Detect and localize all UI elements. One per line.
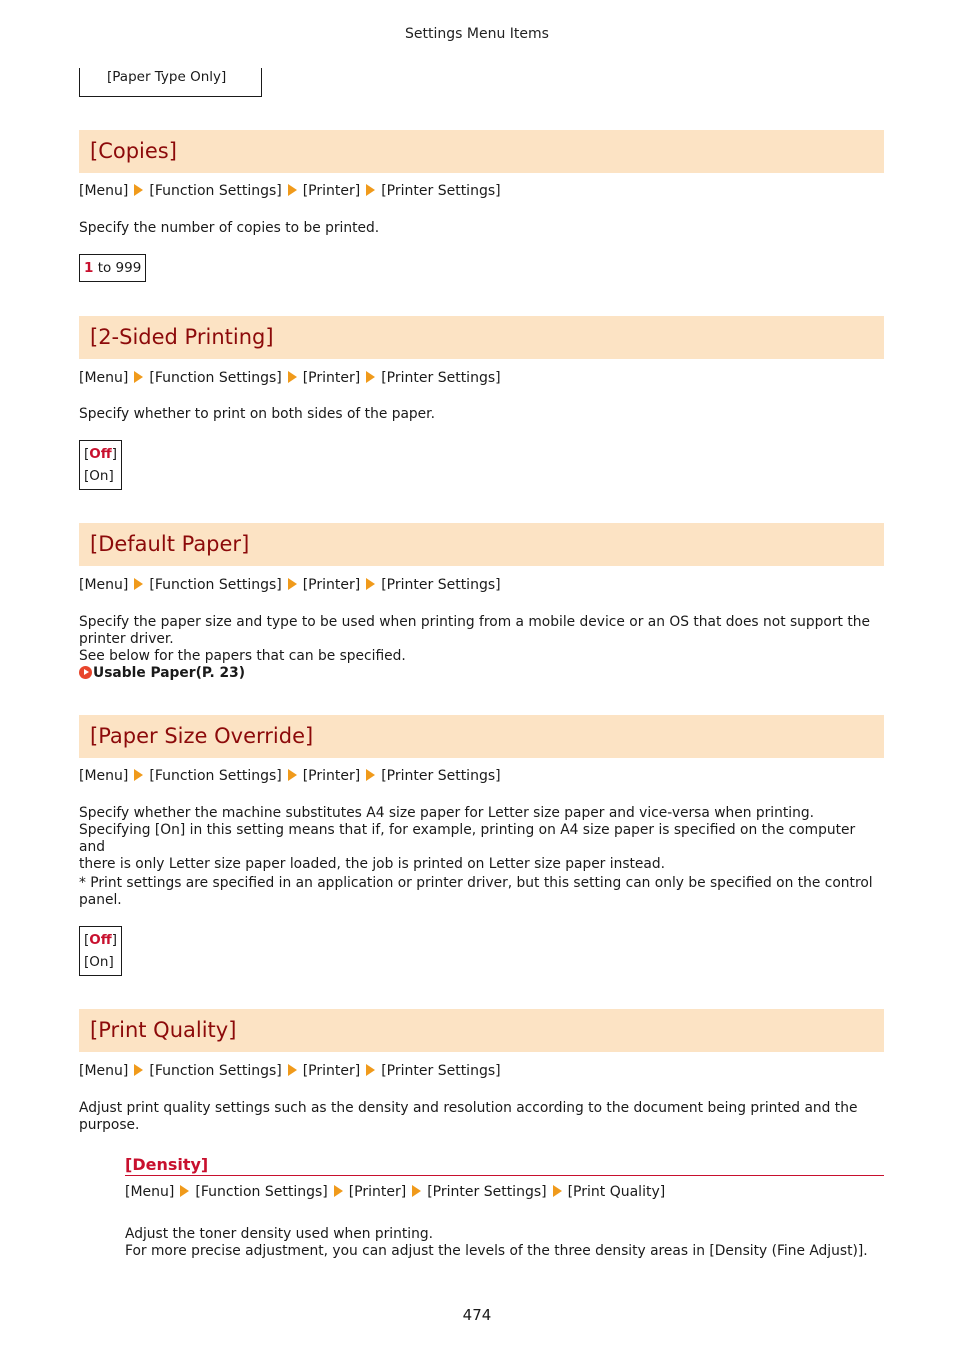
arrow-right-icon	[366, 578, 375, 590]
section-title-print-quality: [Print Quality]	[79, 1009, 884, 1052]
nav-printer-settings: [Printer Settings]	[427, 1184, 547, 1200]
nav-printer-settings: [Printer Settings]	[381, 183, 501, 199]
nav-function-settings: [Function Settings]	[149, 183, 282, 199]
section-title-default-paper: [Default Paper]	[79, 523, 884, 566]
print-quality-description: Adjust print quality settings such as the density and resolution according to the document being printed and the purpose.	[79, 1100, 858, 1133]
subsection-title-density: [Density]	[125, 1155, 884, 1176]
nav-printer: [Printer]	[302, 370, 361, 386]
nav-path-paper-size-override	[79, 768, 501, 784]
nav-menu: [Menu]	[125, 1184, 175, 1200]
default-paper-description: Specify the paper size and type to be used when printing from a mobile device or an OS that does not support the printer driver. See below for the papers that can be specified. Usable Paper(P. 23)	[79, 614, 884, 682]
nav-printer: [Printer]	[348, 1184, 407, 1200]
arrow-right-icon	[288, 371, 297, 383]
arrow-right-icon	[366, 769, 375, 781]
copies-description: Specify the number of copies to be printed.	[79, 220, 380, 236]
arrow-right-icon	[134, 371, 143, 383]
density-description: Adjust the toner density used when printing. For more precise adjustment, you can adjust the levels of the three density areas in [Density (Fine Adjust)].	[125, 1226, 868, 1259]
arrow-right-icon	[366, 1064, 375, 1076]
arrow-right-icon	[180, 1185, 189, 1197]
running-head: Settings Menu Items	[405, 26, 549, 42]
arrow-right-icon	[288, 769, 297, 781]
nav-printer: [Printer]	[302, 183, 361, 199]
copies-default-value: 1	[84, 260, 94, 276]
nav-path-copies	[79, 183, 501, 199]
arrow-right-icon	[288, 184, 297, 196]
2-sided-options-box	[79, 440, 122, 490]
option-off: [Off]	[84, 446, 117, 462]
nav-printer: [Printer]	[302, 768, 361, 784]
nav-function-settings: [Function Settings]	[149, 1063, 282, 1079]
arrow-right-icon	[134, 769, 143, 781]
paper-size-override-description: Specify whether the machine substitutes A4 size paper for Letter size paper and vice-versa when printing. Specifying [On] in this setting means that if, for example, printing on A4 size paper is specified on the computer and there is only Letter size paper loaded, the job is printed on Letter size paper instead.	[79, 805, 856, 872]
nav-printer-settings: [Printer Settings]	[381, 768, 501, 784]
nav-printer-settings: [Printer Settings]	[381, 577, 501, 593]
nav-printer-settings: [Printer Settings]	[381, 1063, 501, 1079]
nav-path-default-paper	[79, 577, 501, 593]
2-sided-description: Specify whether to print on both sides of the paper.	[79, 406, 435, 422]
nav-menu: [Menu]	[79, 370, 129, 386]
nav-path-density	[125, 1184, 665, 1200]
arrow-right-icon	[134, 578, 143, 590]
arrow-right-icon	[553, 1185, 562, 1197]
usable-paper-link[interactable]: Usable Paper(P. 23)	[79, 665, 884, 682]
copies-range-rest: to 999	[93, 260, 142, 276]
arrow-right-icon	[366, 371, 375, 383]
nav-menu: [Menu]	[79, 183, 129, 199]
section-title-copies: [Copies]	[79, 130, 884, 173]
paper-size-override-options-box	[79, 926, 122, 976]
arrow-right-icon	[134, 184, 143, 196]
nav-print-quality: [Print Quality]	[567, 1184, 666, 1200]
nav-path-print-quality	[79, 1063, 501, 1079]
link-arrow-icon	[79, 666, 92, 679]
nav-menu: [Menu]	[79, 768, 129, 784]
arrow-right-icon	[134, 1064, 143, 1076]
copies-range-box	[79, 254, 146, 282]
section-title-2-sided-printing: [2-Sided Printing]	[79, 316, 884, 359]
nav-function-settings: [Function Settings]	[149, 577, 282, 593]
option-on: [On]	[84, 954, 114, 970]
paper-type-only-label: [Paper Type Only]	[107, 69, 227, 85]
nav-menu: [Menu]	[79, 577, 129, 593]
nav-printer: [Printer]	[302, 1063, 361, 1079]
nav-function-settings: [Function Settings]	[149, 768, 282, 784]
paper-size-override-note: * Print settings are specified in an application or printer driver, but this setting can only be specified on the control panel.	[79, 875, 873, 908]
section-title-paper-size-override: [Paper Size Override]	[79, 715, 884, 758]
page-number: 474	[462, 1306, 492, 1324]
paper-type-only-box	[79, 68, 262, 97]
nav-function-settings: [Function Settings]	[149, 370, 282, 386]
nav-function-settings: [Function Settings]	[195, 1184, 328, 1200]
arrow-right-icon	[288, 578, 297, 590]
arrow-right-icon	[288, 1064, 297, 1076]
nav-path-2-sided	[79, 370, 501, 386]
option-off: [Off]	[84, 932, 117, 948]
nav-printer: [Printer]	[302, 577, 361, 593]
arrow-right-icon	[366, 184, 375, 196]
nav-menu: [Menu]	[79, 1063, 129, 1079]
arrow-right-icon	[412, 1185, 421, 1197]
nav-printer-settings: [Printer Settings]	[381, 370, 501, 386]
arrow-right-icon	[334, 1185, 343, 1197]
option-on: [On]	[84, 468, 114, 484]
